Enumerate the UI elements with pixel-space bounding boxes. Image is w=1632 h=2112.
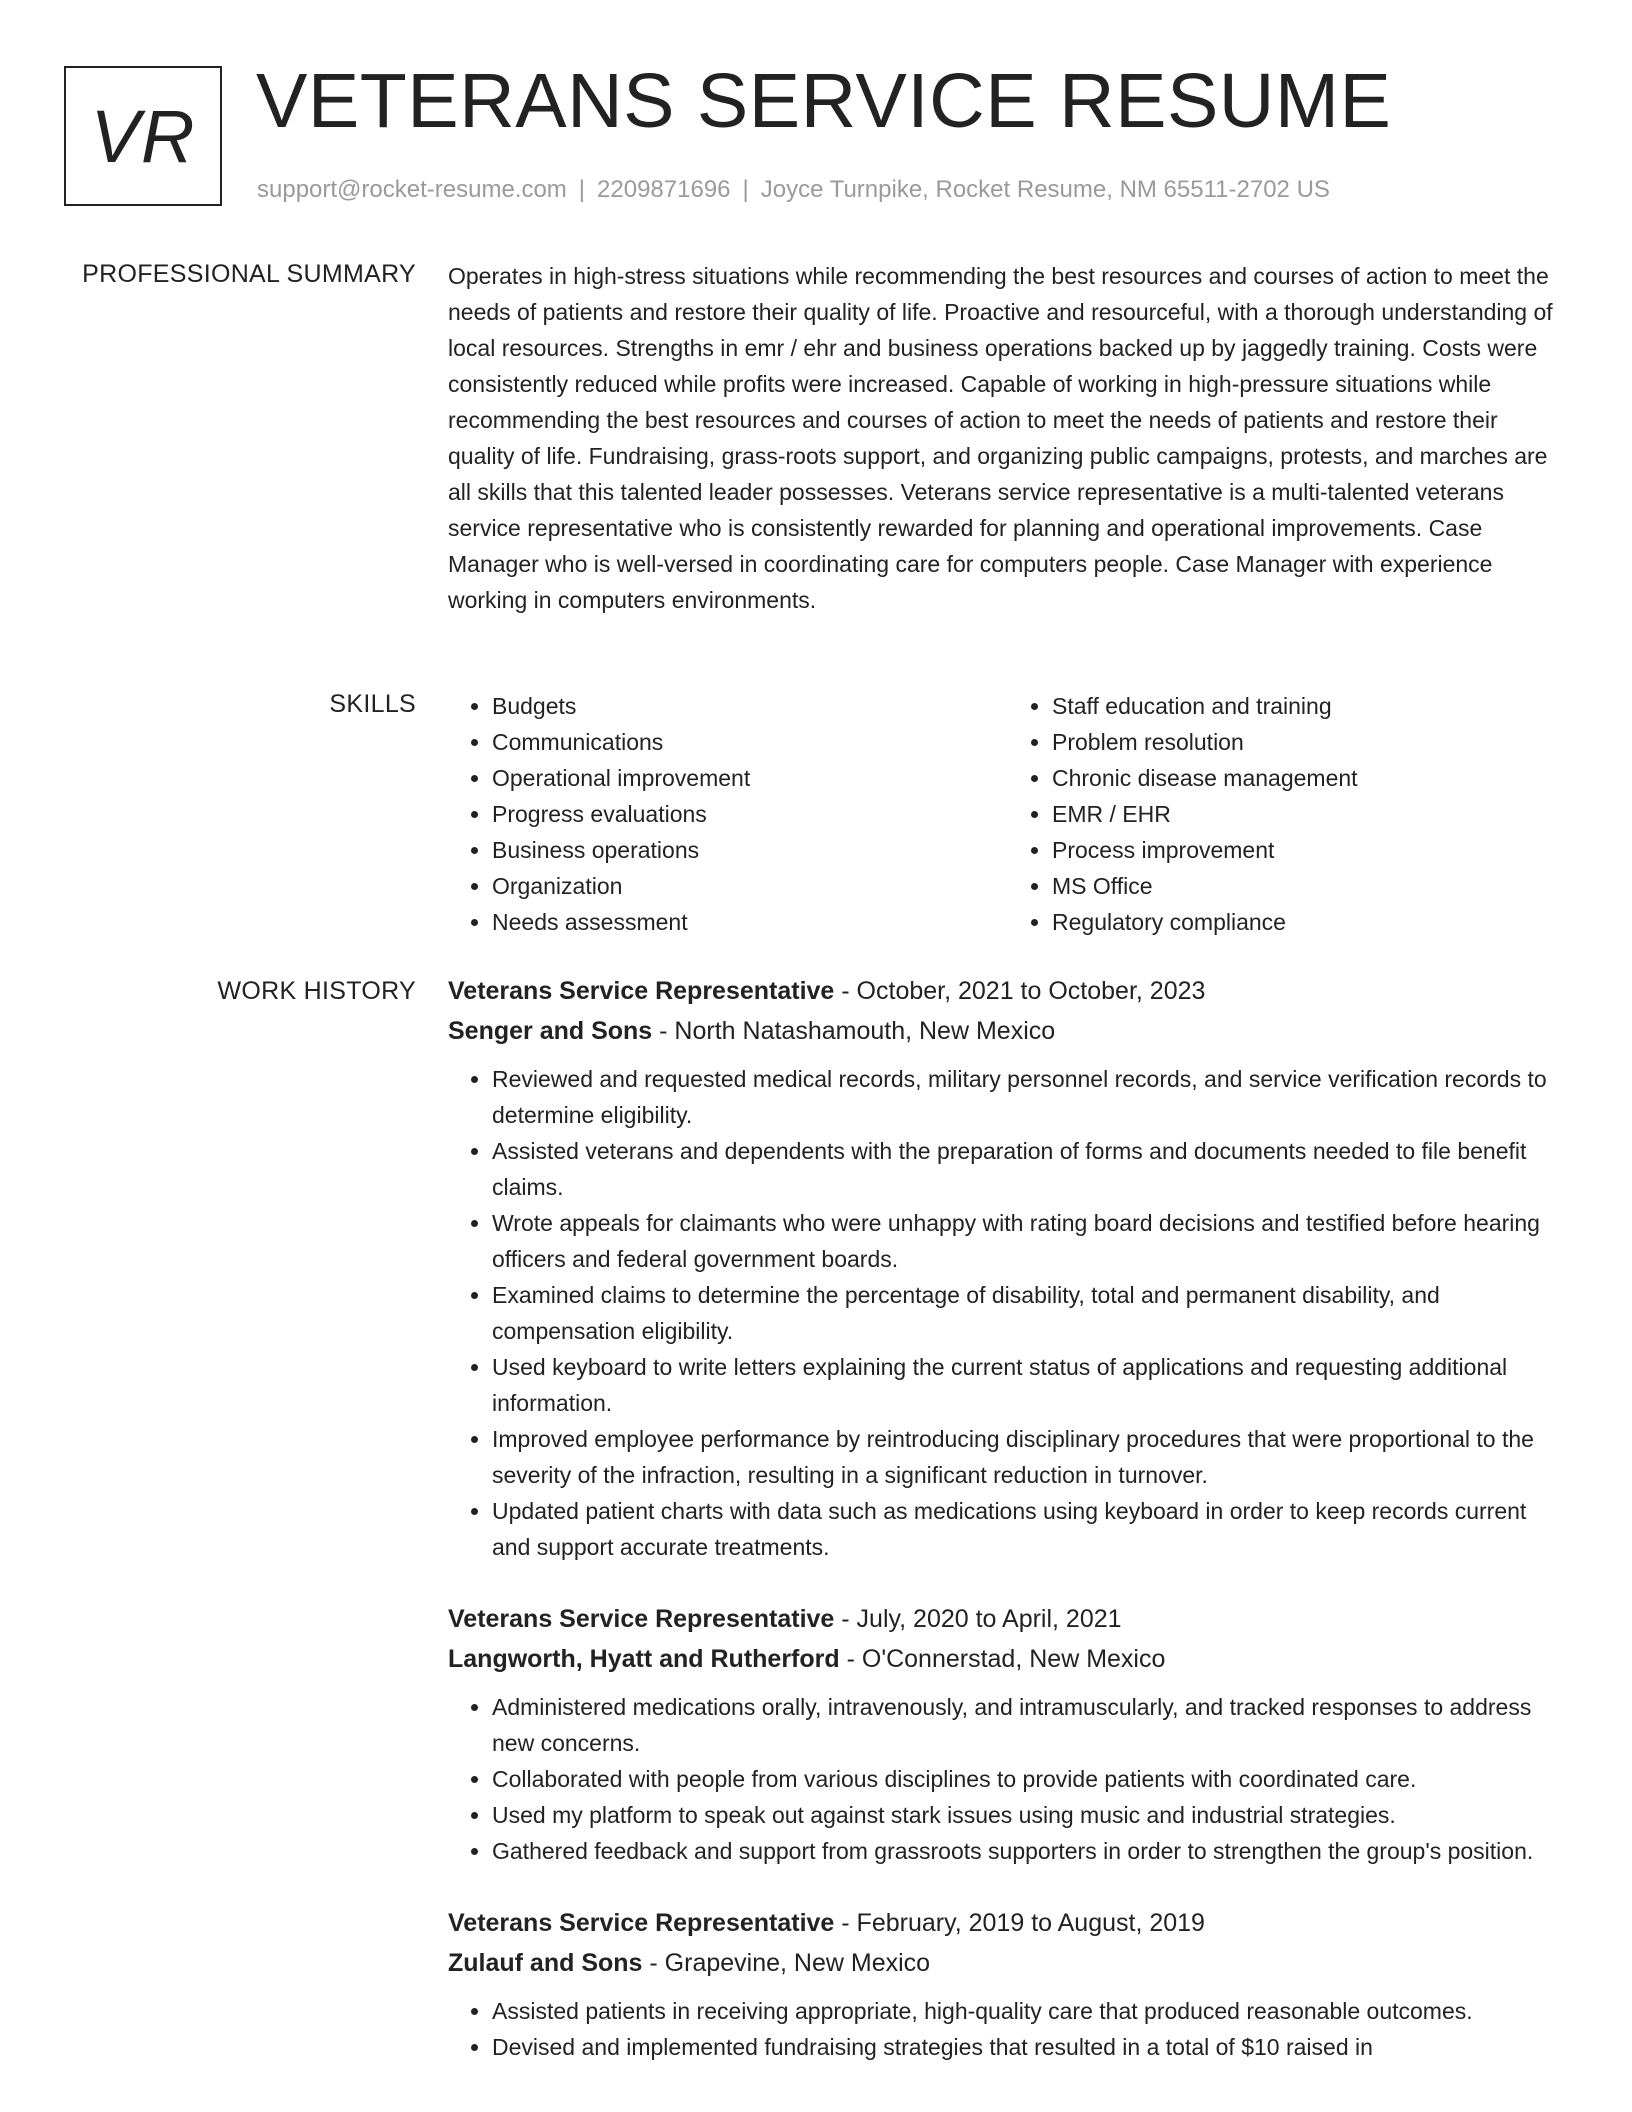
skill-item: • Chronic disease management — [1052, 760, 1568, 796]
skill-item: • EMR / EHR — [1052, 796, 1568, 832]
contact-line — [257, 174, 1330, 206]
job-bullet: • Assisted patients in receiving appropriate, high-quality care that produced reasonable outcomes. — [492, 1993, 1568, 2029]
job-company: Langworth, Hyatt and Rutherford — [448, 1645, 840, 1673]
job-title-line — [448, 1903, 1568, 1943]
job-entry — [448, 1903, 1568, 2065]
job-dates: - February, 2019 to August, 2019 — [834, 1909, 1205, 1937]
job-bullets — [448, 1061, 1568, 1565]
job-bullet: • Improved employee performance by reintroducing disciplinary procedures that were proportional to the severity of the infraction, resulting in a significant reduction in turnover. — [492, 1421, 1568, 1493]
job-bullets — [448, 1689, 1568, 1869]
job-title: Veterans Service Representative — [448, 1909, 835, 1937]
skill-item: • Progress evaluations — [492, 796, 1008, 832]
skill-item: • Problem resolution — [1052, 724, 1568, 760]
job-bullet: • Examined claims to determine the percentage of disability, total and permanent disability, and compensation eligibility. — [492, 1277, 1568, 1349]
work-history-body — [448, 971, 1568, 2065]
job-location: - North Natashamouth, New Mexico — [652, 1017, 1056, 1045]
contact-phone: 2209871696 — [597, 176, 731, 203]
job-dates: - October, 2021 to October, 2023 — [834, 977, 1206, 1005]
job-company-line — [448, 1011, 1568, 1051]
summary-text: Operates in high-stress situations while recommending the best resources and courses of action to meet the needs of patients and restore their quality of life. Proactive and resourceful, with a thorough understanding of local resources. Strengths in emr / ehr and business operations backed up by jaggedly training. Costs were consistently reduced while profits were increased. Capable of working in high-pressure situations while recommending the best resources and courses of action to meet the needs of patients and restore their quality of life. Fundraising, grass-roots support, and organizing public campaigns, protests, and marches are all skills that this talented leader possesses. Veterans service representative is a multi-talented veterans service representative who is consistently rewarded for planning and operational improvements. Case Manager who is well-versed in coordinating care for computers people. Case Manager with experience working in computers environments. — [448, 263, 1553, 613]
job-bullet: • Devised and implemented fundraising strategies that resulted in a total of $10 raised in — [492, 2029, 1568, 2065]
job-company-line — [448, 1639, 1568, 1679]
job-bullets — [448, 1993, 1568, 2065]
skills-body — [448, 688, 1568, 940]
job-company: Zulauf and Sons — [448, 1949, 643, 1977]
job-bullet: • Updated patient charts with data such as medications using keyboard in order to keep records current and support accurate treatments. — [492, 1493, 1568, 1565]
skills-list-left — [448, 688, 1008, 940]
job-location: - O'Connerstad, New Mexico — [839, 1645, 1166, 1673]
job-title: Veterans Service Representative — [448, 977, 835, 1005]
monogram-box — [64, 66, 222, 206]
summary-body — [448, 258, 1568, 618]
skill-item: • Staff education and training — [1052, 688, 1568, 724]
contact-separator: | — [578, 176, 586, 203]
contact-address: Joyce Turnpike, Rocket Resume, NM 65511-2702 US — [760, 176, 1330, 203]
summary-label: PROFESSIONAL SUMMARY — [82, 260, 416, 288]
skill-item: • MS Office — [1052, 868, 1568, 904]
job-bullet: • Collaborated with people from various disciplines to provide patients with coordinated care. — [492, 1761, 1568, 1797]
contact-email: support@rocket-resume.com — [257, 176, 567, 203]
job-company: Senger and Sons — [448, 1017, 653, 1045]
job-title: Veterans Service Representative — [448, 1605, 835, 1633]
job-title-line — [448, 1599, 1568, 1639]
job-bullet: • Wrote appeals for claimants who were unhappy with rating board decisions and testified before hearing officers and federal government boards. — [492, 1205, 1568, 1277]
job-bullet: • Reviewed and requested medical records, military personnel records, and service verification records to determine eligibility. — [492, 1061, 1568, 1133]
job-entry — [448, 1599, 1568, 1869]
work-history-label: WORK HISTORY — [217, 977, 416, 1005]
job-bullet: • Administered medications orally, intravenously, and intramuscularly, and tracked responses to address new concerns. — [492, 1689, 1568, 1761]
job-bullet: • Assisted veterans and dependents with the preparation of forms and documents needed to file benefit claims. — [492, 1133, 1568, 1205]
job-bullet: • Gathered feedback and support from grassroots supporters in order to strengthen the group's position. — [492, 1833, 1568, 1869]
skills-list-right — [1008, 688, 1568, 940]
job-title-line — [448, 971, 1568, 1011]
skill-item: • Organization — [492, 868, 1008, 904]
monogram-initials: VR — [90, 94, 196, 178]
contact-separator: | — [742, 176, 749, 203]
skill-item: • Needs assessment — [492, 904, 1008, 940]
job-dates: - July, 2020 to April, 2021 — [834, 1605, 1122, 1633]
resume-title: VETERANS SERVICE RESUME — [256, 58, 1392, 144]
skill-item: • Business operations — [492, 832, 1008, 868]
job-entry — [448, 971, 1568, 1565]
skill-item: • Regulatory compliance — [1052, 904, 1568, 940]
skill-item: • Communications — [492, 724, 1008, 760]
job-location: - Grapevine, New Mexico — [642, 1949, 931, 1977]
skills-label: SKILLS — [329, 690, 416, 718]
skill-item: • Budgets — [492, 688, 1008, 724]
skill-item: • Process improvement — [1052, 832, 1568, 868]
job-bullet: • Used my platform to speak out against stark issues using music and industrial strategies. — [492, 1797, 1568, 1833]
skill-item: • Operational improvement — [492, 760, 1008, 796]
job-company-line — [448, 1943, 1568, 1983]
job-bullet: • Used keyboard to write letters explaining the current status of applications and requesting additional information. — [492, 1349, 1568, 1421]
